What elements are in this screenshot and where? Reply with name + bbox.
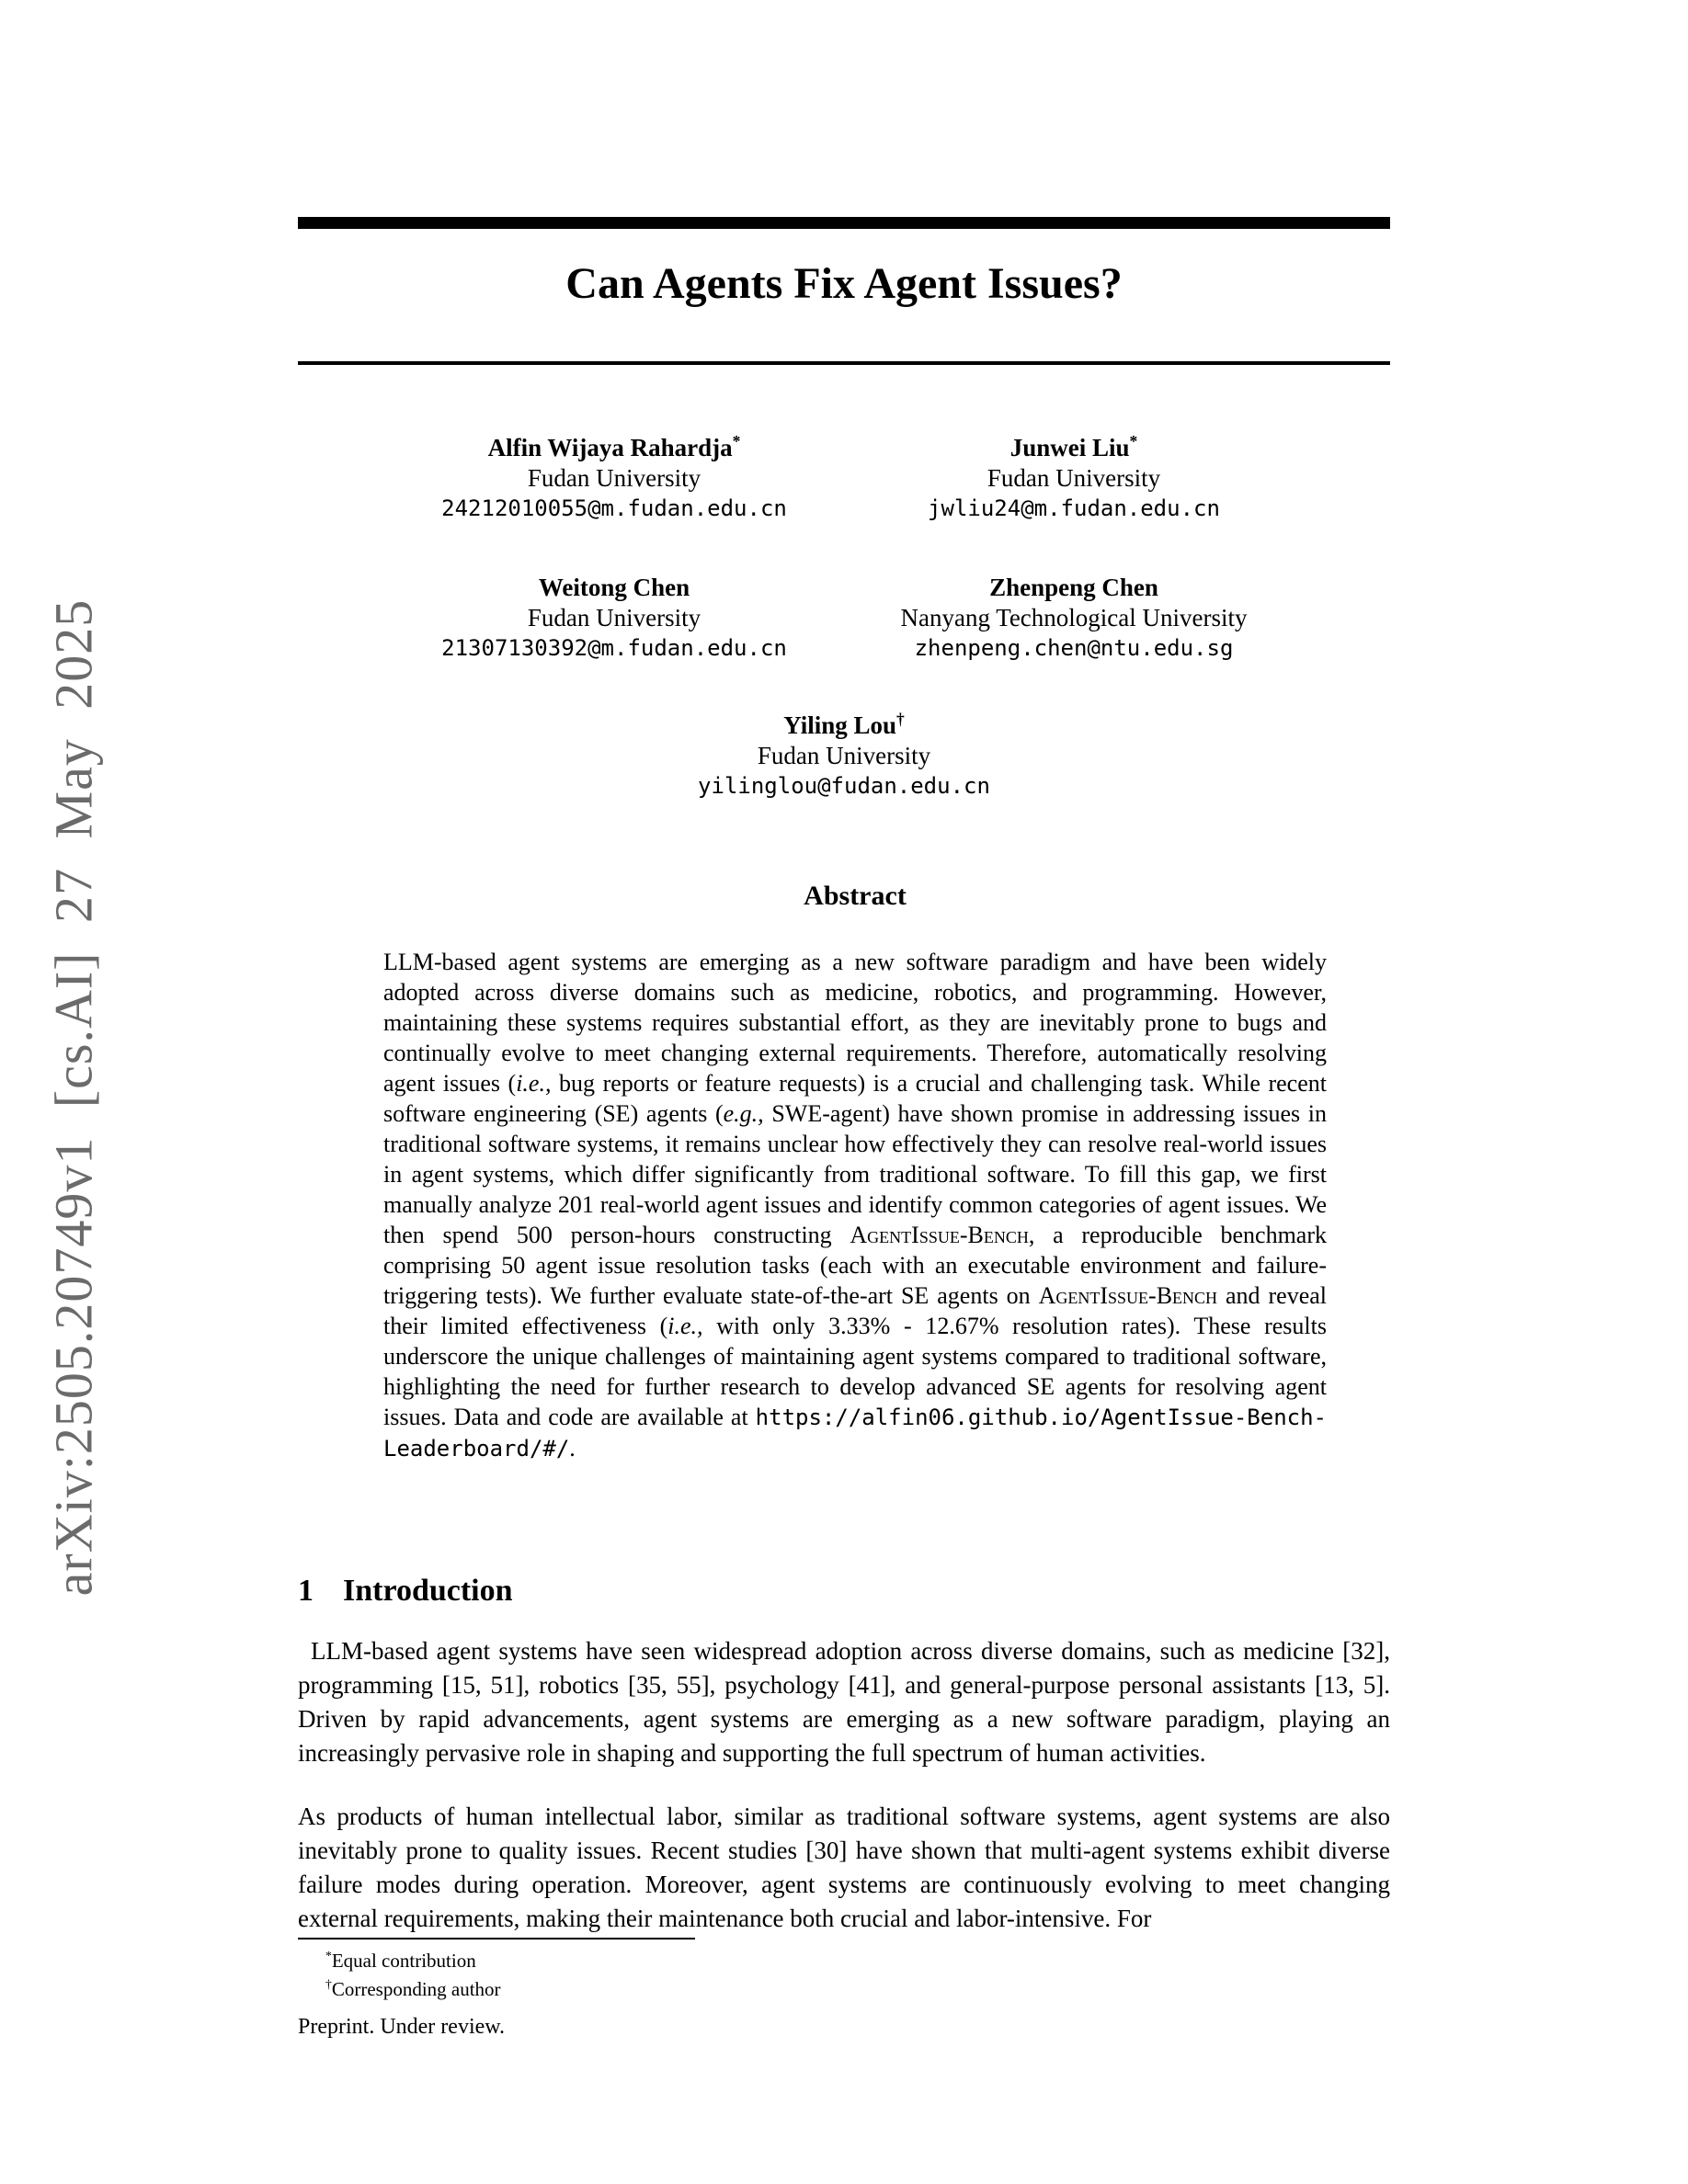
author-affiliation: Fudan University <box>527 604 701 631</box>
footnote-text: Corresponding author <box>331 1978 501 2000</box>
intro-paragraph-2: As products of human intellectual labor, similar as traditional software systems, agent systems are also inevitably prone to quality issues. Recent studies [30] have shown that multi-agent systems exhibit diverse failure modes during operation. Moreover, agent systems are continuously evolving to meet changing external requirements, making their maintenance both crucial and labor-intensive. For <box>298 1803 1390 1932</box>
author-affiliation: Fudan University <box>987 464 1161 492</box>
author-name <box>384 432 844 463</box>
section-number: 1 <box>298 1574 314 1608</box>
arxiv-watermark: arXiv:2505.20749v1 [cs.AI] 27 May 2025 <box>43 598 104 1597</box>
leaderboard-url-link[interactable]: https://alfin06.github.io/AgentIssue-Bench-Leaderboard/#/ <box>383 1405 1327 1462</box>
text-segment: e.g., <box>723 1100 764 1127</box>
text-segment: with only 3.33% - 12.67% resolution rates). These results underscore the unique challenges of maintaining agent systems compared to traditional software, highlighting the need for further research to develop advanced SE agents for resolving agent issues. Data and code are available at <box>383 1313 1327 1430</box>
author-email-link[interactable]: 21307130392@m.fudan.edu.cn <box>441 635 787 661</box>
author-name-text: Weitong Chen <box>538 574 690 601</box>
text-segment: i.e., <box>516 1070 552 1097</box>
author-email-link[interactable]: jwliu24@m.fudan.edu.cn <box>928 495 1220 521</box>
section-heading-introduction <box>298 1574 513 1609</box>
text-segment: SWE-agent) have shown promise in addressing issues in traditional software systems, it remains unclear how effectively they can resolve real-world issues in agent systems, which differ significantly from traditional software. To fill this gap, we first manually analyze 201 real-world agent issues and identify common categories of agent issues. We then spend 500 person-hours constructing <box>383 1100 1327 1248</box>
paper-title: Can Agents Fix Agent Issues? <box>565 259 1123 308</box>
author-affiliation: Fudan University <box>527 464 701 492</box>
author-block <box>844 432 1304 524</box>
intro-paragraph-1: LLM-based agent systems have seen widespread adoption across diverse domains, such as medicine [32], programming [15, 51], robotics [35, 55], psychology [41], and general-purpose personal assistants [13, 5]. Driven by rapid advancements, agent systems are emerging as a new software paradigm, playing an increasingly pervasive role in shaping and supporting the full spectrum of human activities. <box>298 1637 1390 1767</box>
preprint-notice: Preprint. Under review. <box>298 2015 506 2039</box>
author-name-text: Zhenpeng Chen <box>989 574 1158 601</box>
text-segment: . <box>569 1435 576 1462</box>
authors-row-1 <box>384 432 1304 524</box>
author-block <box>844 572 1304 664</box>
text-segment: AgentIssue-Bench <box>1038 1282 1218 1309</box>
text-segment: , a reproducible benchmark comprising 50 agent issue resolution tasks (each with an executable environment and failure-triggering tests). We further evaluate state-of-the-art SE agents on <box>383 1222 1327 1309</box>
author-name <box>384 710 1304 741</box>
authors-row-2 <box>384 572 1304 664</box>
title-rule-top <box>298 217 1390 229</box>
author-name <box>844 572 1304 603</box>
author-name <box>844 432 1304 463</box>
author-block <box>384 432 844 524</box>
footnote-rule <box>298 1938 695 1939</box>
author-email-link[interactable]: yilinglou@fudan.edu.cn <box>698 773 990 799</box>
author-marker: * <box>1129 432 1138 450</box>
author-email-link[interactable]: 24212010055@m.fudan.edu.cn <box>441 495 787 521</box>
footnote-marker: † <box>325 1977 332 1991</box>
author-email-link[interactable]: zhenpeng.chen@ntu.edu.sg <box>914 635 1234 661</box>
text-segment: and reveal their limited effectiveness ( <box>383 1282 1327 1339</box>
author-affiliation: Fudan University <box>757 742 931 769</box>
text-segment: bug reports or feature requests) is a crucial and challenging task. While recent software engineering (SE) agents ( <box>383 1070 1327 1127</box>
author-block <box>384 572 844 664</box>
footnotes <box>298 1947 501 2004</box>
author-affiliation: Nanyang Technological University <box>900 604 1248 631</box>
footnote-equal-contribution <box>298 1947 501 1975</box>
authors-row-3 <box>384 710 1304 802</box>
author-name <box>384 572 844 603</box>
text-segment: AgentIssue-Bench <box>850 1222 1029 1248</box>
footnote-corresponding-author <box>298 1975 501 2004</box>
text-segment: i.e., <box>667 1313 703 1339</box>
author-block <box>384 710 1304 802</box>
author-marker: † <box>896 710 905 728</box>
abstract-heading: Abstract <box>804 881 907 911</box>
author-name-text: Junwei Liu <box>1009 434 1130 461</box>
author-marker: * <box>732 432 741 450</box>
author-name-text: Alfin Wijaya Rahardja <box>487 434 733 461</box>
abstract-text <box>383 947 1327 1464</box>
footnote-marker: * <box>325 1949 332 1962</box>
footnote-text: Equal contribution <box>331 1950 476 1972</box>
text-segment: LLM-based agent systems are emerging as a new software paradigm and have been widely adopted across diverse domains such as medicine, robotics, and programming. However, maintaining these systems requires substantial effort, as they are inevitably prone to bugs and continually evolve to meet changing external requirements. Therefore, automatically resolving agent issues ( <box>383 949 1327 1097</box>
section-title: Introduction <box>343 1574 513 1608</box>
title-rule-bottom <box>298 361 1390 365</box>
author-name-text: Yiling Lou <box>783 711 897 739</box>
